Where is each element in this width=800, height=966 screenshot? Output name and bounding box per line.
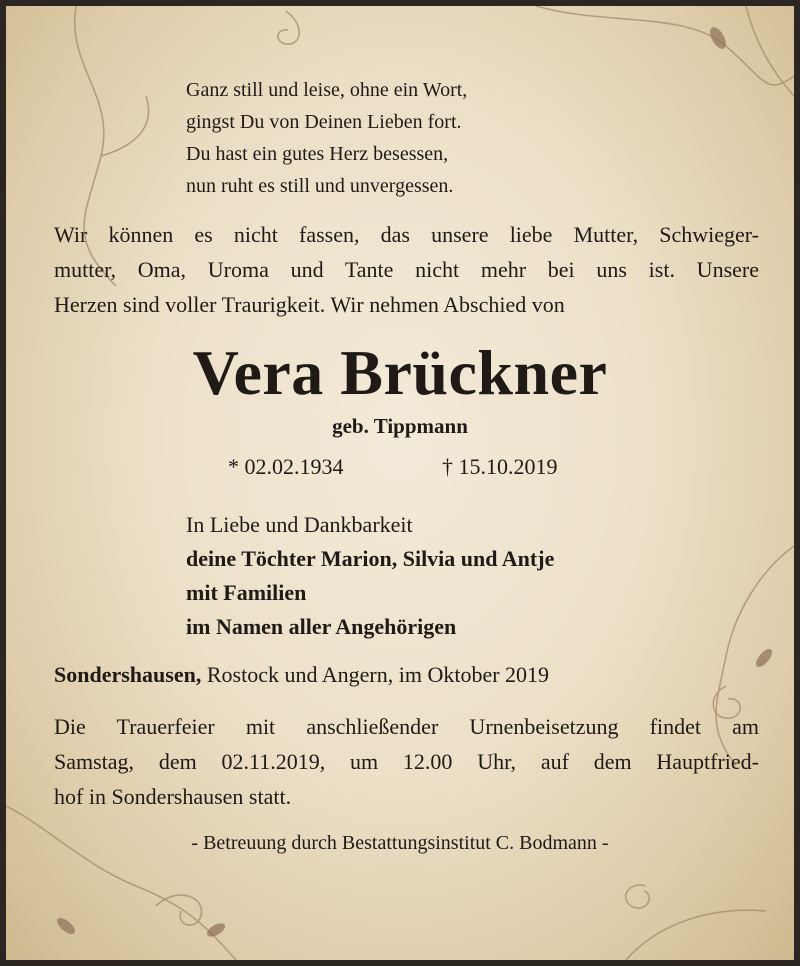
place-date-line: [54, 662, 549, 688]
signature-line: mit Familien: [186, 580, 307, 605]
maiden-name: geb. Tippmann: [332, 414, 468, 438]
poem-line: gingst Du von Deinen Lieben fort.: [186, 111, 462, 133]
signature-line: deine Töchter Marion, Silvia und Antje: [186, 546, 555, 571]
poem-line: nun ruht es still und unvergessen.: [186, 175, 454, 197]
place-rest: Rostock und Angern, im Oktober 2019: [206, 662, 550, 687]
deceased-name: Vera Brückner: [192, 337, 608, 408]
death-date: † 15.10.2019: [442, 454, 558, 479]
signature-line: im Namen aller Angehörigen: [186, 614, 457, 639]
intro-line: mutter, Oma, Uroma und Tante nicht mehr bei uns ist. Unsere: [54, 257, 759, 282]
ceremony-line: hof in Sondershausen statt.: [54, 784, 292, 809]
birth-date: * 02.02.1934: [228, 454, 344, 479]
funeral-home-credit: - Betreuung durch Bestattungsinstitut C. Bodmann -: [191, 832, 609, 854]
ceremony-line: Die Trauerfeier mit anschließender Urnenbeisetzung findet am: [54, 714, 759, 739]
intro-line: Wir können es nicht fassen, das unsere liebe Mutter, Schwieger-: [54, 222, 759, 247]
place-city: Sondershausen,: [54, 662, 202, 687]
poem-line: Du hast ein gutes Herz besessen,: [186, 143, 449, 165]
signature-line: In Liebe und Dankbarkeit: [186, 512, 413, 537]
ceremony-line: Samstag, dem 02.11.2019, um 12.00 Uhr, auf dem Hauptfried-: [54, 749, 759, 774]
poem-line: Ganz still und leise, ohne ein Wort,: [186, 79, 468, 101]
intro-line: Herzen sind voller Traurigkeit. Wir nehmen Abschied von: [54, 292, 565, 317]
